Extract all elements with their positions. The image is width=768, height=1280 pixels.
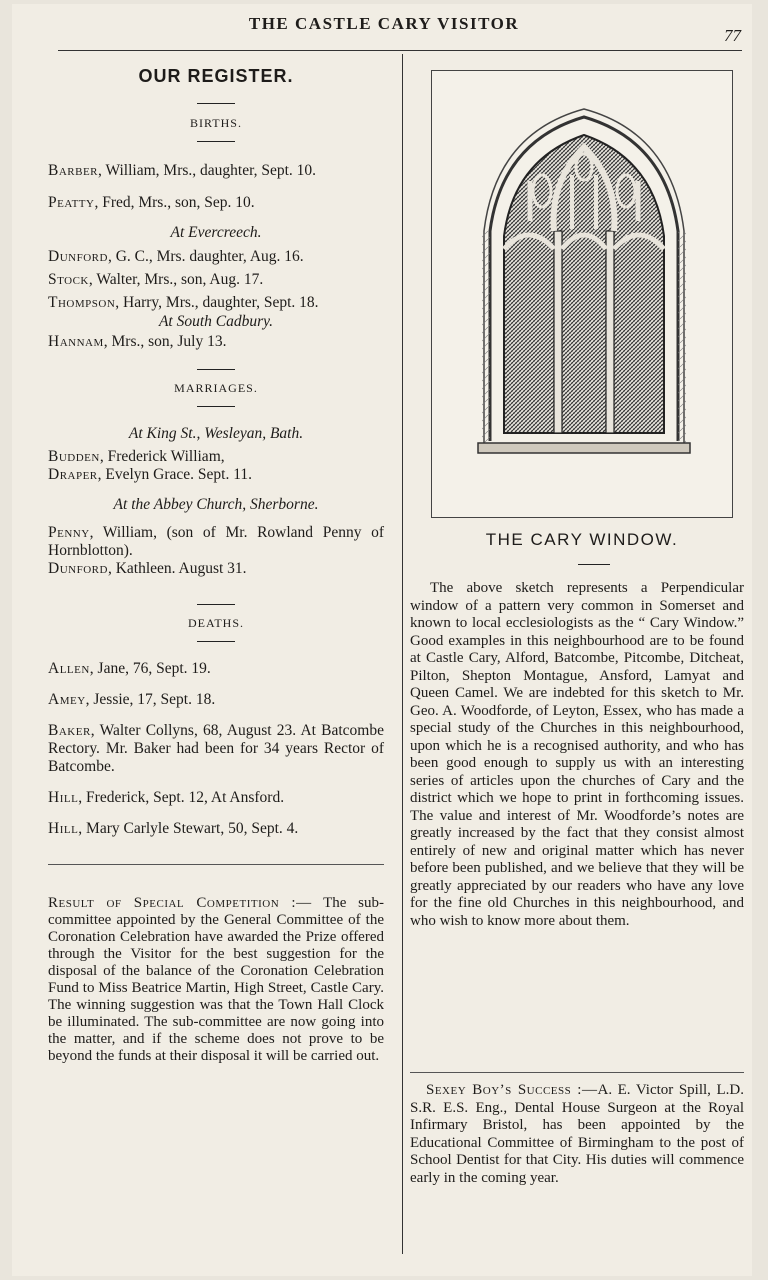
marriage-line: Draper, Evelyn Grace. Sept. 11.: [48, 466, 253, 483]
death-entry: Hill, Mary Carlyle Stewart, 50, Sept. 4.: [48, 820, 299, 837]
running-title: THE CASTLE CARY VISITOR: [248, 14, 520, 33]
death-entry: Baker, Walter Collyns, 68, August 23. At Batcombe Rectory. Mr. Baker had been for 34 years Rector of Batcombe.: [48, 722, 384, 775]
notice-lead: Sexey Boy’s Success :—: [426, 1082, 598, 1098]
marriage-line: Dunford, Kathleen. August 31.: [48, 560, 247, 577]
birth-entry: Barber, William, Mrs., daughter, Sept. 10.: [48, 162, 317, 179]
cary-window-sketch-icon: [432, 71, 732, 517]
place-heading: At the Abbey Church, Sherborne.: [113, 496, 319, 513]
birth-entry: Dunford, G. C., Mrs. daughter, Aug. 16.: [48, 248, 304, 265]
ornamental-rule: [197, 406, 235, 407]
death-entry: Amey, Jessie, 17, Sept. 18.: [48, 691, 216, 708]
notice-body: A. E. Victor Spill, L.D. S.R. E.S. Eng., Dental House Surgeon at the Royal Infirmary Bristol, has been appointed by the Educational Committee of Birmingham to the post of School Dentist for that City. His duties will commence early in the coming year.: [410, 1082, 745, 1186]
window-illustration: [431, 70, 733, 518]
marriage-line: Penny, William, (son of Mr. Rowland Penny of Hornblotton).: [48, 524, 384, 559]
article-paragraph: The above sketch represents a Perpendicular window of a pattern very common in Somerset and known to local ecclesiologists as the “ Cary Window.” Good examples in this neighbourhood are to be found at Castle Cary, Alford, Batcombe, Pitcombe, Ditcheat, Pilton, Shepton Montague, Ansford, Lamyat and Queen Camel. We are indebted for this sketch to Mr. Geo. A. Woodforde, of Leyton, Essex, who has made a special study of the Churches in this neighbourhood, upon which he is a recognised authority, and who has been good enough to supply us with an interesting series of articles upon the churches of Cary and the district which we hope to print in forthcoming issues. The value and interest of Mr. Woodforde’s notes are greatly increased by the fact that they consist almost entirely of new and original matter which has never before been published, and we believe that they will be greatly appreciated by our readers who have any love for the fine old Churches in this neighbourhood, and who wish to know more about them.: [410, 580, 744, 929]
page-number: 77: [724, 26, 741, 45]
deaths-heading: DEATHS.: [187, 616, 244, 630]
ornamental-rule: [197, 141, 235, 142]
sexey-boy-notice: [410, 1082, 744, 1187]
place-heading: At King St., Wesleyan, Bath.: [128, 425, 304, 442]
place-heading: At Evercreech.: [170, 224, 262, 241]
column-divider: [402, 54, 403, 1254]
section-rule: [410, 1072, 744, 1073]
notice-body: The sub-committee appointed by the General Committee of the Coronation Celebration have awarded the Prize offered through the Visitor for the best suggestion for the disposal of the balance of the Coronation Celebration Fund to Miss Beatrice Martin, High Street, Castle Cary. The winning suggestion was that the Town Hall Clock be illuminated. The sub-committee are now going into the matter, and if the scheme does not prove to be beyond the funds at their disposal it will be carried out.: [48, 895, 384, 1064]
place-heading: At South Cadbury.: [158, 313, 274, 330]
illustration-caption: THE CARY WINDOW.: [485, 530, 679, 549]
ornamental-rule: [578, 564, 610, 565]
ornamental-rule: [197, 369, 235, 370]
cary-window-article: [410, 580, 744, 930]
special-competition-notice: [48, 895, 384, 1065]
birth-entry: Stock, Walter, Mrs., son, Aug. 17.: [48, 271, 264, 288]
notice-lead: Result of Special Competition :—: [48, 895, 312, 911]
register-column: [48, 64, 384, 1065]
notice-paragraph: [410, 1082, 744, 1187]
header-rule: [58, 50, 742, 51]
death-entry: Allen, Jane, 76, Sept. 19.: [48, 660, 211, 677]
birth-entry: Peatty, Fred, Mrs., son, Sep. 10.: [48, 194, 255, 211]
register-title: OUR REGISTER.: [138, 66, 294, 86]
ornamental-rule: [197, 641, 235, 642]
marriages-heading: MARRIAGES.: [174, 381, 258, 395]
ornamental-rule: [197, 103, 235, 104]
birth-entry: Hannam, Mrs., son, July 13.: [48, 333, 227, 350]
birth-entry: Thompson, Harry, Mrs., daughter, Sept. 18.: [48, 294, 319, 311]
death-entry: Hill, Frederick, Sept. 12, At Ansford.: [48, 789, 285, 806]
ornamental-rule: [197, 604, 235, 605]
section-rule: [48, 864, 384, 865]
births-heading: BIRTHS.: [190, 116, 242, 130]
marriage-line: Budden, Frederick William,: [48, 448, 225, 465]
